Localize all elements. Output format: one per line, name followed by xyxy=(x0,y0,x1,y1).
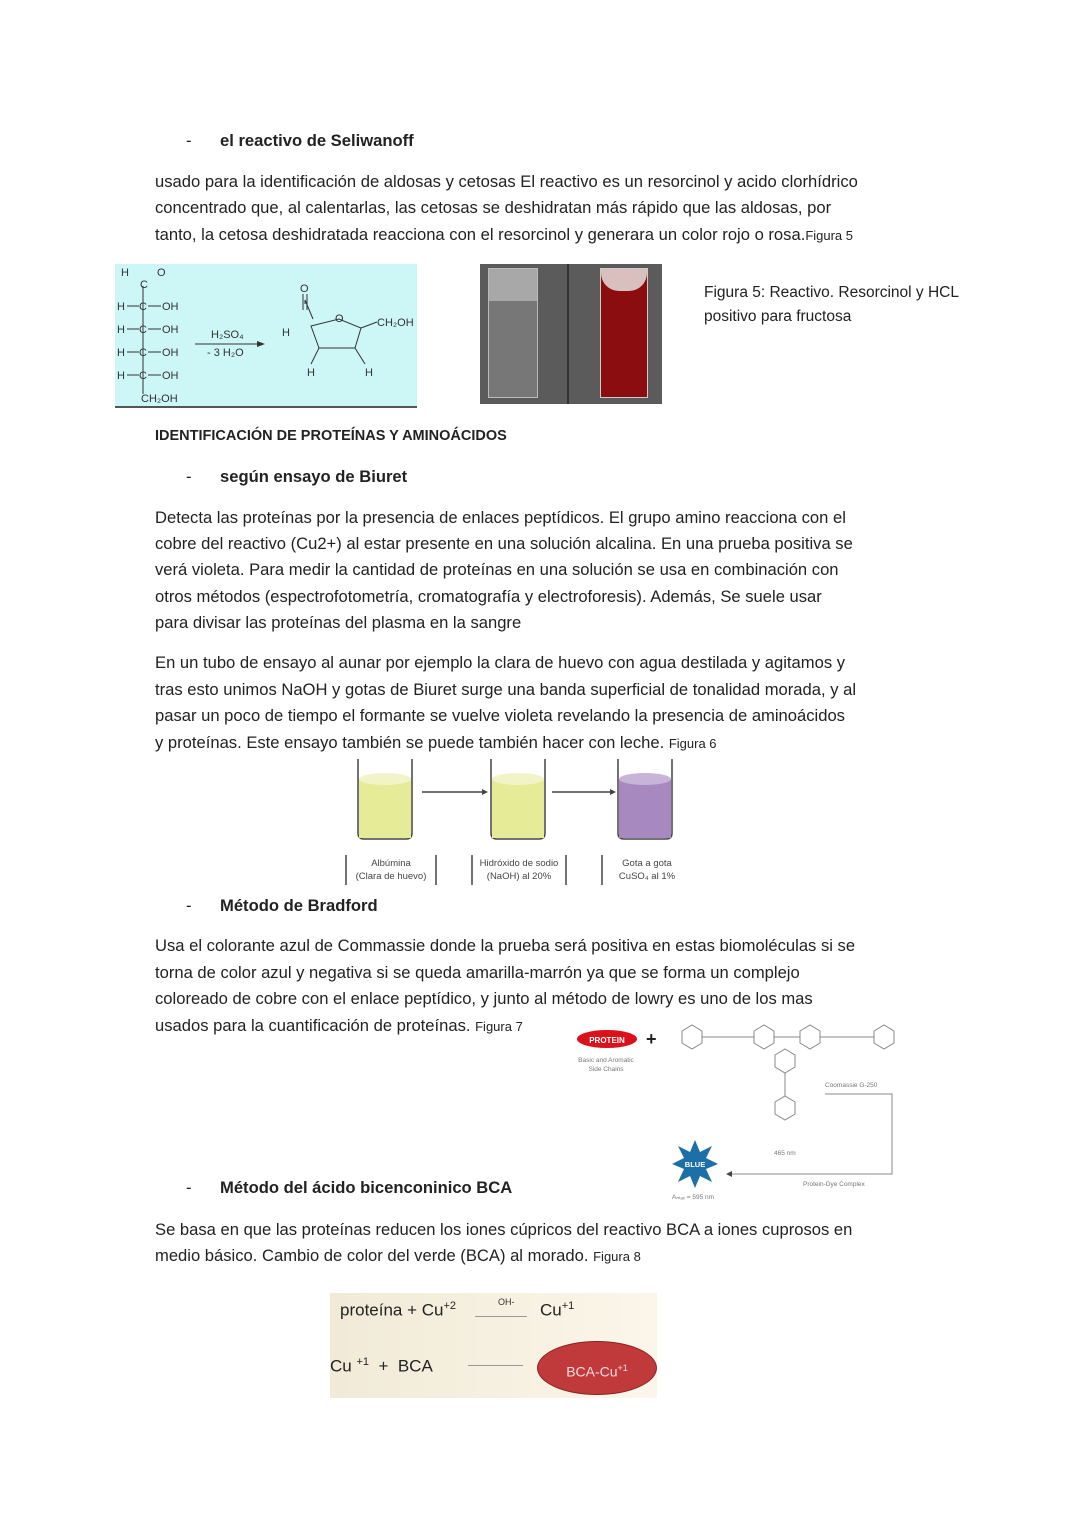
paragraph-line: concentrado que, al calentarlas, las cetosas se deshidratan más rápido que las aldosas, por xyxy=(155,198,832,217)
svg-text:H: H xyxy=(117,301,125,313)
beaker-naoh xyxy=(492,779,544,838)
reaction-diagram xyxy=(115,264,417,408)
protein-sublabel: Basic and Aromatic xyxy=(578,1057,634,1064)
blue-label: BLUE xyxy=(684,1160,706,1169)
biuret-figure xyxy=(340,757,690,887)
bullet: - xyxy=(186,131,192,150)
paragraph-line: En un tubo de ensayo al aunar por ejemplo la clara de huevo con agua destilada y agitamos y xyxy=(155,653,846,672)
svg-text:OH: OH xyxy=(162,301,179,313)
paragraph-line: medio básico. Cambio de color del verde (BCA) al morado. Figura 8 xyxy=(155,1246,641,1265)
heading-bca: Método del ácido bicenconinico BCA xyxy=(220,1178,513,1197)
beaker-label: Gota a gota xyxy=(622,858,672,869)
figure-ref: Figura 8 xyxy=(593,1249,641,1264)
svg-text:O: O xyxy=(300,283,309,295)
svg-text:H: H xyxy=(117,370,125,382)
figure-ref: Figura 5 xyxy=(805,228,854,243)
protein-label: PROTEIN xyxy=(589,1036,625,1045)
amax-label: Aₘₐₓ = 595 nm xyxy=(672,1194,715,1201)
paragraph-line: torna de color azul y negativa si se queda amarilla-marrón ya que se forma un complejo xyxy=(155,963,800,982)
paragraph-line: coloreado de cobre con el enlace peptídico, y junto al método de lowry es uno de los mas xyxy=(155,989,813,1008)
water-loss-label: - 3 H₂O xyxy=(207,347,244,359)
section-title: IDENTIFICACIÓN DE PROTEÍNAS Y AMINOÁCIDOS xyxy=(155,428,507,444)
paragraph-line: otros métodos (espectrofotometría, cromatografía y electroforesis). Además, Se suele usar xyxy=(155,587,822,606)
svg-text:H: H xyxy=(365,367,373,379)
svg-text:C: C xyxy=(139,347,147,359)
paragraph-line: Se basa en que las proteínas reducen los iones cúpricos del reactivo BCA a iones cuprosos en xyxy=(155,1220,853,1239)
bca-figure xyxy=(330,1293,657,1398)
paragraph-line: Detecta las proteínas por la presencia de enlaces peptídicos. El grupo amino reacciona con el xyxy=(155,508,846,527)
paragraph-line: y proteínas. Este ensayo también se puede también hacer con leche. Figura 6 xyxy=(155,733,717,752)
bullet: - xyxy=(186,1178,192,1197)
catalyst-label: OH- xyxy=(498,1297,515,1307)
paragraph-line: para divisar las proteínas del plasma en la sangre xyxy=(155,613,522,632)
bullet: - xyxy=(186,896,192,915)
heading-seliwanoff: el reactivo de Seliwanoff xyxy=(220,131,414,150)
product-group: CH₂OH xyxy=(377,317,414,329)
paragraph-line: verá violeta. Para medir la cantidad de proteínas en una solución se usa en combinación con xyxy=(155,560,839,579)
wavelength-label: 465 nm xyxy=(774,1150,796,1157)
negative-cuvette xyxy=(488,268,538,398)
coomassie-svg xyxy=(560,1012,905,1207)
svg-text:O: O xyxy=(157,267,166,279)
arrow-1 xyxy=(475,1316,527,1317)
paragraph-line: tras esto unimos NaOH y gotas de Biuret surge una banda superficial de tonalidad morada, y al xyxy=(155,680,857,699)
svg-text:C: C xyxy=(139,324,147,336)
plus-sign: + xyxy=(646,1029,657,1049)
svg-text:H: H xyxy=(121,267,129,279)
complex-label: Protein-Dye Complex xyxy=(803,1181,865,1188)
figure-caption: positivo para fructosa xyxy=(704,308,852,325)
paragraph-line: cobre del reactivo (Cu2+) al estar presente en una solución alcalina. En una prueba positiva se xyxy=(155,534,853,553)
svg-text:C: C xyxy=(139,370,147,382)
arrow-2 xyxy=(468,1365,523,1366)
beaker-label: (Clara de huevo) xyxy=(355,871,427,882)
paragraph-line: usado para la identificación de aldosas y cetosas El reactivo es un resorcinol y acido clorhídrico xyxy=(155,172,858,191)
positive-cuvette xyxy=(600,268,648,398)
svg-text:H: H xyxy=(117,347,125,359)
svg-text:OH: OH xyxy=(162,370,179,382)
figure-caption: Figura 5: Reactivo. Resorcinol y HCL xyxy=(704,284,959,301)
paragraph-line: tanto, la cetosa deshidratada reacciona con el resorcinol y generara un color rojo o rosa.Figura 5 xyxy=(155,225,854,244)
svg-text:H: H xyxy=(307,367,315,379)
beaker-label: Hidróxido de sodio xyxy=(479,858,559,869)
paragraph-line: Usa el colorante azul de Commassie donde la prueba será positiva en estas biomoléculas si se xyxy=(155,936,856,955)
equation-1-right: $Cu^{+1}$ xyxy=(540,1300,575,1320)
heading-biuret: según ensayo de Biuret xyxy=(220,467,408,486)
heading-bradford: Método de Bradford xyxy=(220,896,378,915)
beaker-label: Albúmina xyxy=(371,858,411,869)
bottom-group: CH₂OH xyxy=(141,393,178,405)
bca-cu-complex: BCA-$Cu^{+1}$ xyxy=(537,1341,657,1395)
paragraph-line: usados para la cuantificación de proteínas. Figura 7 xyxy=(155,1016,523,1035)
bullet: - xyxy=(186,467,192,486)
paragraph-line: pasar un poco de tiempo el formante se vuelve violeta revelando la presencia de aminoácidos xyxy=(155,706,845,725)
protein-sublabel: Side Chains xyxy=(588,1066,624,1073)
beaker-cuso4 xyxy=(619,779,671,838)
bradford-diagram xyxy=(560,1012,905,1207)
svg-text:C: C xyxy=(140,279,148,291)
svg-text:H: H xyxy=(117,324,125,336)
svg-text:O: O xyxy=(335,313,344,325)
svg-text:OH: OH xyxy=(162,324,179,336)
reagent-label: H₂SO₄ xyxy=(211,329,244,341)
fructose-dehydration-svg xyxy=(115,264,417,406)
cuvette-photo xyxy=(480,264,662,404)
svg-text:C: C xyxy=(139,301,147,313)
svg-text:OH: OH xyxy=(162,347,179,359)
equation-2-left: Cu $^{+1}$ + BCA xyxy=(330,1356,433,1376)
beaker-label: CuSO₄ al 1% xyxy=(618,871,676,882)
dye-label: Coomassie G-250 xyxy=(825,1082,878,1089)
beaker-label: (NaOH) al 20% xyxy=(486,871,552,882)
svg-text:H: H xyxy=(282,327,290,339)
equation-1-left: proteína + $Cu^{+2}$ xyxy=(340,1300,457,1320)
beaker-albumin xyxy=(359,779,411,838)
figure-ref: Figura 6 xyxy=(668,736,717,751)
figure-ref: Figura 7 xyxy=(475,1019,523,1034)
